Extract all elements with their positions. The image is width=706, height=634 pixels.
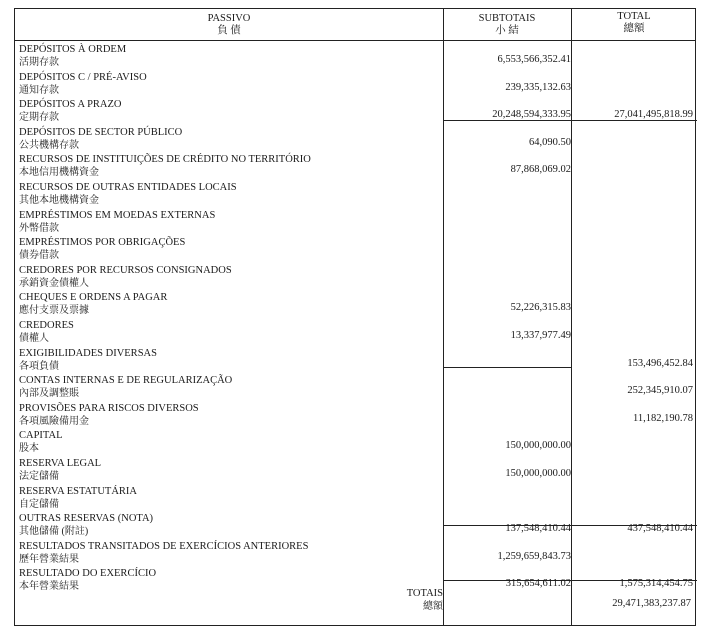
row-label (19, 567, 156, 593)
row-label (19, 429, 63, 455)
liabilities-table (14, 8, 696, 626)
row-label-pt: CREDORES (19, 320, 74, 331)
row-label-pt: RESULTADO DO EXERCÍCIO (19, 568, 157, 580)
header-total-label-zh: 總額 (623, 23, 645, 34)
row-label-pt: DEPÓSITOS À ORDEM (19, 44, 127, 55)
row-label-pt: RESULTADOS TRANSITADOS DE EXERCÍCIOS ANTERIORES (19, 540, 309, 552)
totals-value: 29,471,383,237.87 (612, 598, 691, 609)
row-subtotal: 87,868,069.02 (510, 164, 571, 176)
row-subtotal: 150,000,000.00 (505, 468, 571, 479)
row-label-zh: 內部及調整賬 (19, 388, 79, 400)
row-label-pt: RESERVA ESTATUTÁRIA (19, 485, 138, 497)
table-row (15, 485, 697, 513)
row-label-zh: 活期存款 (19, 57, 59, 68)
row-label (19, 153, 311, 179)
table-row (15, 236, 697, 264)
row-label (19, 402, 199, 428)
row-label (19, 485, 137, 511)
row-total: 1,575,314,454.75 (619, 578, 693, 590)
table-row (15, 512, 697, 540)
row-label-zh: 應付支票及票據 (19, 305, 89, 317)
row-label (19, 236, 185, 262)
table-row (15, 457, 697, 485)
table-row (15, 319, 697, 347)
table-row (15, 402, 697, 430)
row-label (19, 347, 157, 373)
header-total-label: TOTAL (617, 11, 651, 22)
row-label-pt: CONTAS INTERNAS E DE REGULARIZAÇÃO (19, 375, 233, 387)
table-row (15, 264, 697, 292)
row-label-zh: 歷年營業結果 (19, 553, 79, 565)
table-row (15, 126, 697, 154)
row-label-pt: OUTRAS RESERVAS (NOTA) (19, 513, 154, 525)
header-passivo-label: PASSIVO (207, 13, 251, 24)
row-label (19, 374, 232, 400)
row-label-pt: RECURSOS DE INSTITUIÇÕES DE CRÉDITO NO TERRITÓRIO (19, 154, 311, 166)
row-label (19, 319, 74, 345)
row-label-zh: 債券借款 (19, 250, 59, 262)
row-label-pt: RESERVA LEGAL (19, 458, 102, 469)
row-label-zh: 其他本地機構資金 (19, 195, 99, 206)
row-label-zh: 法定儲備 (19, 471, 59, 482)
header-divider (15, 40, 695, 41)
table-row (15, 567, 697, 595)
header-subtotais-label: SUBTOTAIS (478, 13, 536, 24)
row-total: 27,041,495,818.99 (614, 109, 693, 121)
row-subtotal: 13,337,977.49 (510, 330, 571, 341)
table-row (15, 540, 697, 568)
header-passivo-label-zh: 負 債 (217, 25, 241, 36)
totals-label-zh: 總額 (423, 601, 443, 612)
row-label (19, 209, 215, 235)
row-label-pt: DEPÓSITOS A PRAZO (19, 99, 122, 111)
row-label-pt: PROVISÕES PARA RISCOS DIVERSOS (19, 402, 199, 414)
row-label-zh: 定期存款 (19, 112, 59, 124)
row-label (19, 264, 232, 290)
row-label-zh: 外幣借款 (19, 222, 59, 234)
row-label (19, 457, 101, 483)
table-row (15, 347, 697, 375)
table-row (15, 43, 697, 71)
row-label-pt: CAPITAL (19, 430, 63, 442)
row-subtotal: 20,248,594,333.95 (492, 109, 571, 121)
row-label-zh: 承銷資金債權人 (19, 277, 89, 289)
table-row (15, 429, 697, 457)
table-row (15, 209, 697, 237)
row-label-zh: 股本 (19, 443, 39, 455)
row-subtotal: 315,654,611.02 (505, 578, 571, 590)
row-total: 252,345,910.07 (627, 385, 693, 397)
row-label (19, 512, 153, 538)
table-row (15, 291, 697, 319)
row-subtotal: 1,259,659,843.73 (497, 550, 571, 562)
row-label-pt: CREDORES POR RECURSOS CONSIGNADOS (19, 264, 232, 276)
row-label-pt: CHEQUES E ORDENS A PAGAR (19, 292, 168, 304)
row-label (19, 43, 126, 69)
row-label-zh: 公共機構存款 (19, 139, 79, 151)
row-label (19, 181, 237, 207)
header-total (571, 11, 697, 35)
row-label-pt: EMPRÉSTIMOS EM MOEDAS EXTERNAS (19, 209, 216, 221)
row-label-zh: 自定儲備 (19, 498, 59, 510)
table-row (15, 181, 697, 209)
totals-label-pt: TOTAIS (406, 588, 443, 599)
table-row (15, 153, 697, 181)
row-label (19, 126, 182, 152)
row-subtotal: 6,553,566,352.41 (497, 54, 571, 65)
row-subtotal: 150,000,000.00 (505, 440, 571, 452)
header-subtotais (443, 13, 571, 37)
row-label (19, 291, 167, 317)
row-label-zh: 通知存款 (19, 84, 59, 96)
row-subtotal: 64,090.50 (529, 136, 571, 148)
row-label (19, 71, 147, 97)
row-total: 11,182,190.78 (633, 412, 693, 424)
row-label-zh: 本地信用機構資金 (19, 167, 99, 179)
table-row (15, 71, 697, 99)
row-subtotal: 239,335,132.63 (505, 81, 571, 93)
row-label-pt: EXIGIBILIDADES DIVERSAS (19, 347, 157, 359)
header-passivo (15, 13, 443, 37)
row-label-pt: EMPRÉSTIMOS POR OBRIGAÇÕES (19, 237, 186, 249)
row-label-zh: 本年營業結果 (19, 581, 79, 593)
row-label (19, 540, 308, 566)
row-subtotal: 52,226,315.83 (510, 302, 571, 314)
table-row (15, 98, 697, 126)
row-label-pt: RECURSOS DE OUTRAS ENTIDADES LOCAIS (19, 182, 237, 193)
header-subtotais-label-zh: 小 結 (495, 25, 519, 36)
row-total: 437,548,410.44 (627, 523, 693, 535)
table-row (15, 374, 697, 402)
row-label (19, 98, 122, 124)
row-label-zh: 債權人 (19, 333, 49, 344)
row-total: 153,496,452.84 (627, 357, 693, 369)
row-label-zh: 各項風險備用金 (19, 415, 89, 427)
row-label-zh: 其他儲備 (附註) (19, 526, 89, 538)
row-label-pt: DEPÓSITOS C / PRÉ-AVISO (19, 71, 147, 83)
row-subtotal: 137,548,410.44 (505, 523, 571, 535)
row-label-pt: DEPÓSITOS DE SECTOR PÚBLICO (19, 126, 183, 138)
totals-label (407, 587, 443, 613)
row-label-zh: 各項負債 (19, 360, 59, 372)
